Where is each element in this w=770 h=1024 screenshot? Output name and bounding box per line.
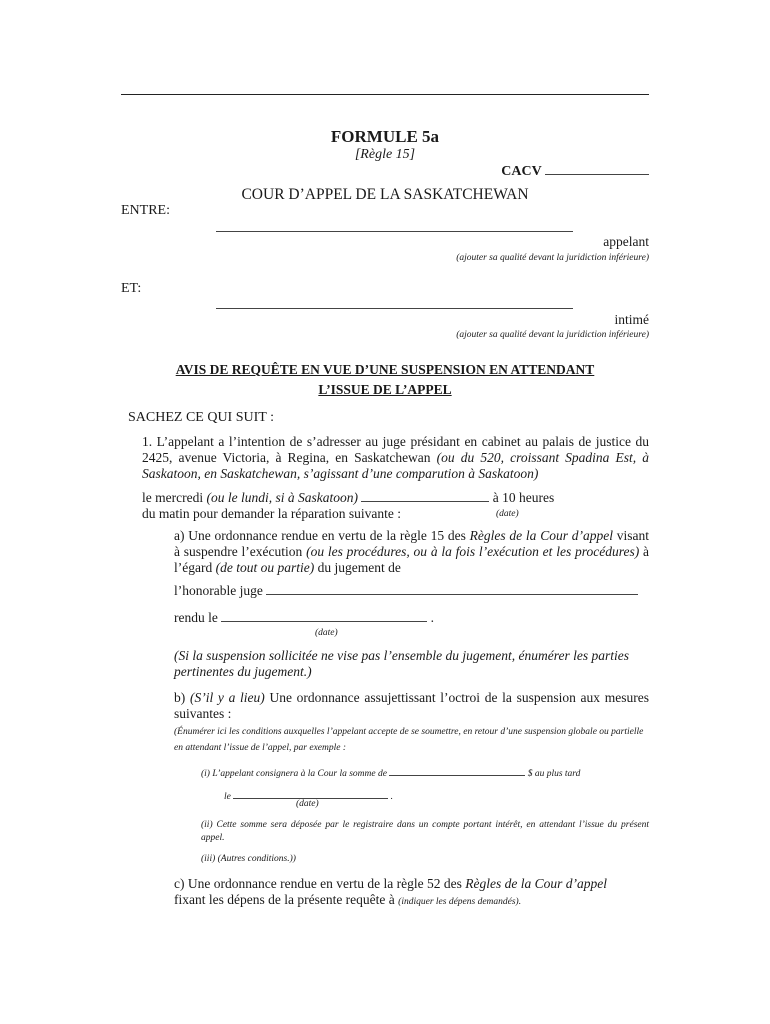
conditions-note: (Énumérer ici les conditions auxquelles l’appelant accepte de se soumettre, en retour d’une suspension globale ou partielle en attendant l’issue de l’appel, par exemple : bbox=[174, 727, 644, 753]
para1-day: le mercredi bbox=[142, 490, 204, 505]
and-label: ET: bbox=[121, 281, 142, 296]
rendered-label: rendu le bbox=[174, 610, 218, 625]
court-name: COUR D’APPEL DE LA SASKATCHEWAN bbox=[241, 186, 529, 203]
item-a-rules-title: Règles de la Cour d’appel bbox=[469, 528, 613, 543]
rule-reference: [Règle 15] bbox=[354, 147, 416, 162]
cacv-label: CACV bbox=[501, 164, 542, 179]
partial-judgment-note: (Si la suspension sollicitée ne vise pas l’ensemble du jugement, énumérer les parties pertinentes du jugement.) bbox=[174, 648, 630, 679]
appellant-role: appelant bbox=[603, 234, 649, 249]
condition-i-le: le bbox=[224, 792, 231, 802]
rendered-date-blank[interactable] bbox=[221, 610, 427, 622]
respondent-role: intimé bbox=[614, 312, 649, 327]
form-title: FORMULE 5a bbox=[330, 127, 440, 146]
condition-i bbox=[201, 764, 580, 779]
item-c-tail: fixant les dépens de la présente requête à bbox=[174, 892, 395, 907]
item-a-mid2: à l’égard bbox=[174, 544, 650, 575]
item-a-lead: a) Une ordonnance rendue en vertu de la règle 15 des bbox=[174, 528, 466, 543]
item-c-line1 bbox=[174, 876, 607, 892]
item-b-if-any: (S’il y a lieu) bbox=[189, 690, 265, 705]
para1-day-line bbox=[142, 490, 554, 506]
judge-line bbox=[174, 583, 638, 599]
deposit-date-blank[interactable] bbox=[233, 787, 388, 799]
item-c-line2 bbox=[174, 892, 521, 908]
deposit-amount-blank[interactable] bbox=[389, 764, 525, 776]
take-notice: SACHEZ CE QUI SUIT : bbox=[128, 410, 274, 425]
judge-name-blank[interactable] bbox=[266, 583, 638, 595]
top-rule bbox=[121, 94, 649, 95]
condition-ii: (ii) Cette somme sera déposée par le registraire dans un compte portant intérêt, en attendant l’issue du présent appel. bbox=[201, 820, 649, 843]
respondent-note: (ajouter sa qualité devant la juridiction inférieure) bbox=[456, 330, 649, 340]
item-c-lead: c) Une ordonnance rendue en vertu de la règle 52 des bbox=[174, 876, 462, 891]
cacv-field bbox=[501, 163, 649, 180]
item-b bbox=[174, 690, 649, 722]
between-label: ENTRE: bbox=[121, 203, 170, 218]
item-a-alt2: (de tout ou partie) bbox=[215, 560, 315, 575]
condition-i-date-line: le . bbox=[224, 787, 393, 802]
judge-label: l’honorable juge bbox=[174, 583, 263, 598]
appellant-name-line[interactable] bbox=[216, 231, 573, 232]
rendered-date-label: (date) bbox=[315, 628, 338, 638]
item-a-alt: (ou les procédures, ou à la fois l’exécution et les procédures) bbox=[306, 544, 640, 559]
cacv-blank[interactable] bbox=[545, 163, 649, 175]
appellant-note: (ajouter sa qualité devant la juridiction inférieure) bbox=[456, 253, 649, 263]
item-a-tail: du jugement de bbox=[317, 560, 401, 575]
para1-location-alt: (ou du 520, croissant Spadina Est, à Saskatoon, en Saskatchewan, s’agissant d’une comparution à Saskatoon) bbox=[142, 450, 649, 481]
condition-i-date-label: (date) bbox=[296, 799, 319, 809]
rendered-line: rendu le . bbox=[174, 610, 434, 625]
para1-date-blank[interactable] bbox=[361, 490, 489, 502]
condition-i-tail: $ au plus tard bbox=[527, 769, 581, 779]
paragraph-1 bbox=[142, 434, 649, 482]
respondent-name-line[interactable] bbox=[216, 308, 573, 309]
para1-date-label: (date) bbox=[496, 509, 519, 519]
para1-lead: 1. L’appelant a l’intention de s’adresser au juge présidant en cabinet au palais de justice du 2425, avenue Victoria, à Regina, en Saskatchewan bbox=[142, 434, 649, 465]
item-b-text: Une ordonnance assujettissant l’octroi de la suspension aux mesures suivantes : bbox=[174, 690, 649, 721]
para1-time: à 10 heures bbox=[492, 490, 555, 505]
para1-day-alt: (ou le lundi, si à Saskatoon) bbox=[206, 490, 358, 505]
condition-iii: (iii) (Autres conditions.)) bbox=[201, 854, 296, 864]
item-a-mid: visant à suspendre l’exécution bbox=[174, 528, 650, 559]
item-a bbox=[174, 528, 649, 576]
notice-heading-line1: AVIS DE REQUÊTE EN VUE D’UNE SUSPENSION EN ATTENDANT bbox=[175, 362, 595, 377]
notice-heading-line2: L’ISSUE DE L’APPEL bbox=[318, 382, 452, 397]
item-b-lead: b) bbox=[174, 690, 186, 705]
para1-tail: du matin pour demander la réparation suivante : bbox=[142, 506, 402, 521]
item-c-rules-title: Règles de la Cour d’appel bbox=[465, 876, 607, 891]
item-c-costs-note: (indiquer les dépens demandés). bbox=[398, 897, 522, 907]
condition-i-text: (i) L’appelant consignera à la Cour la somme de bbox=[201, 769, 387, 779]
